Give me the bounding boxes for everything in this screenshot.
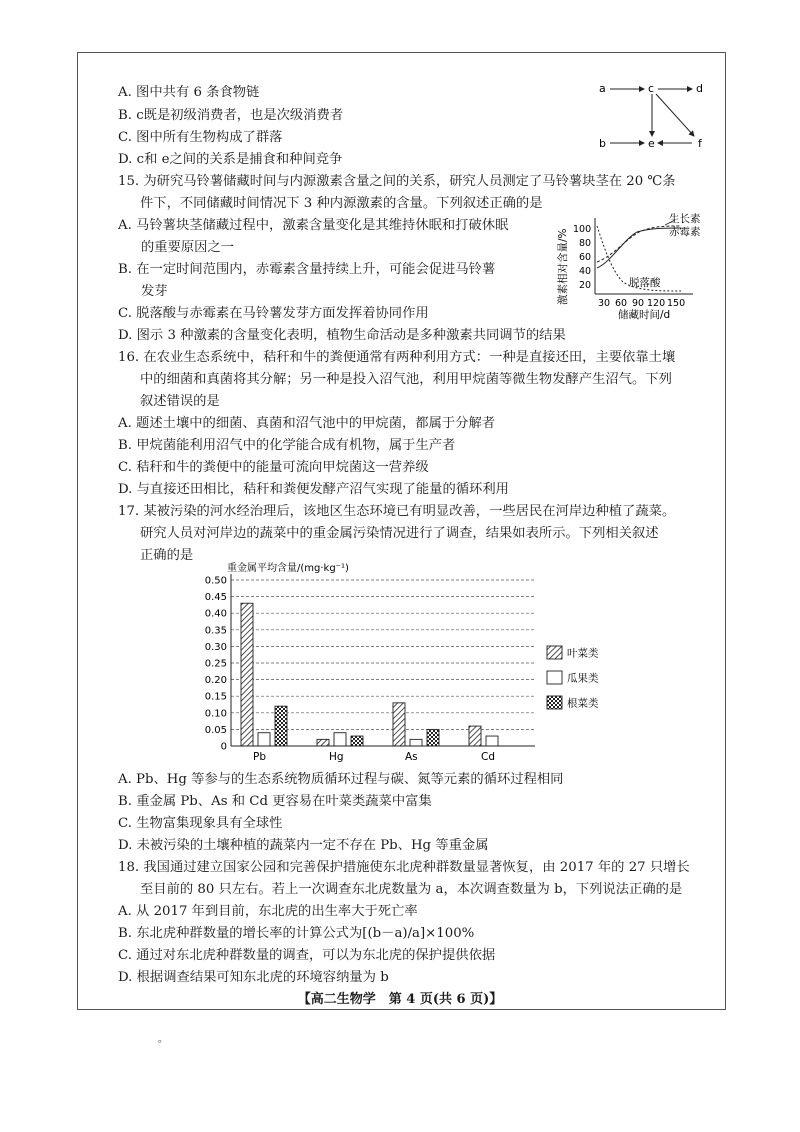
y-tick-label: 0 bbox=[220, 741, 227, 753]
x-tick-label: Pb bbox=[253, 751, 266, 763]
bar-cd-0 bbox=[469, 726, 481, 746]
q18-stem-line-1: 18. 我国通过建立国家公园和完善保护措施使东北虎种群数量显著恢复，由 2017 年的 27 只增长 bbox=[118, 860, 690, 875]
q17-option-a: A. Pb、Hg 等参与的生态系统物质循环过程与碳、氮等元素的循环过程相同 bbox=[118, 772, 564, 787]
y-tick-label: 0.30 bbox=[204, 641, 227, 653]
x-tick-label: Cd bbox=[481, 751, 495, 763]
hormone-x-tick-150: 150 bbox=[667, 298, 686, 309]
y-tick-label: 0.25 bbox=[204, 658, 227, 670]
y-tick-label: 0.40 bbox=[204, 608, 227, 620]
q16-option-a: A. 题述土壤中的细菌、真菌和沼气池中的甲烷菌，都属于分解者 bbox=[118, 416, 496, 431]
legend-label: 叶菜类 bbox=[567, 647, 599, 660]
node-e: e bbox=[648, 137, 655, 150]
q18-option-d: D. 根据调查结果可知东北虎的环境容纳量为 b bbox=[118, 970, 389, 985]
trailing-mark: 。 bbox=[158, 1034, 168, 1045]
bar-as-2 bbox=[427, 729, 439, 746]
x-tick-label: Hg bbox=[329, 751, 344, 763]
bar-cd-1 bbox=[486, 736, 498, 746]
node-b: b bbox=[599, 137, 606, 150]
q15-option-c: C. 脱落酸与赤霉素在马铃薯发芽方面发挥着协同作用 bbox=[118, 306, 429, 321]
node-d: d bbox=[696, 82, 703, 95]
hormone-x-tick-120: 120 bbox=[647, 298, 666, 309]
edge-c-f bbox=[656, 94, 694, 136]
q17-stem-line-2: 研究人员对河岸边的蔬菜中的重金属污染情况进行了调查，结果如表所示。下列相关叙述 bbox=[140, 526, 659, 541]
q16-option-c: C. 秸秆和牛的粪便中的能量可流向甲烷菌这一营养级 bbox=[118, 460, 429, 475]
bar-hg-1 bbox=[334, 733, 346, 746]
legend-swatch bbox=[547, 696, 562, 709]
y-tick-label: 0.15 bbox=[204, 691, 227, 703]
q16-stem-line-2: 中的细菌和真菌将其分解；另一种是投入沼气池，利用甲烷菌等微生物发酵产生沼气。下列 bbox=[140, 372, 672, 387]
bar-as-0 bbox=[393, 703, 405, 746]
hormone-y-tick-20: 20 bbox=[579, 280, 592, 291]
label-gibberellin: 赤霉素 bbox=[669, 226, 701, 238]
q16-option-b: B. 甲烷菌能利用沼气中的化学能合成有机物，属于生产者 bbox=[118, 438, 456, 453]
hormone-y-tick-40: 40 bbox=[579, 266, 592, 277]
q17-stem-line-3: 正确的是 bbox=[140, 548, 194, 563]
bar-pb-1 bbox=[258, 733, 270, 746]
bar-hg-2 bbox=[351, 736, 363, 746]
q18-option-c: C. 通过对东北虎种群数量的调查，可以为东北虎的保护提供依据 bbox=[118, 948, 496, 963]
bar-pb-2 bbox=[275, 706, 287, 746]
q17-option-d: D. 未被污染的土壤种植的蔬菜内一定不存在 Pb、Hg 等重金属 bbox=[118, 838, 489, 853]
q15-option-a-cont: 的重要原因之一 bbox=[141, 240, 235, 255]
label-auxin: 生长素 bbox=[669, 213, 701, 225]
q14-option-c: C. 图中所有生物构成了群落 bbox=[118, 130, 283, 145]
q17-option-c: C. 生物富集现象具有全球性 bbox=[118, 816, 283, 831]
x-tick-label: As bbox=[405, 751, 418, 763]
bar-pb-0 bbox=[241, 603, 253, 746]
node-a: a bbox=[599, 82, 606, 95]
food-web-figure bbox=[596, 78, 711, 158]
node-c: c bbox=[648, 82, 655, 95]
hormone-figure bbox=[553, 210, 713, 320]
page-footer: 【高二生物学 第 4 页(共 6 页)】 bbox=[297, 992, 503, 1007]
y-tick-label: 0.20 bbox=[204, 675, 227, 687]
bar-hg-0 bbox=[317, 739, 329, 746]
q16-option-d: D. 与直接还田相比，秸秆和粪便发酵产沼气实现了能量的循环利用 bbox=[118, 482, 509, 497]
hormone-x-tick-30: 30 bbox=[598, 298, 611, 309]
legend-label: 根菜类 bbox=[567, 697, 599, 710]
legend-swatch bbox=[547, 646, 562, 659]
q18-option-b: B. 东北虎种群数量的增长率的计算公式为[(b－a)/a]×100% bbox=[118, 926, 475, 941]
hormone-y-tick-60: 60 bbox=[579, 252, 592, 263]
node-f: f bbox=[698, 137, 702, 150]
q18-stem-line-2: 至目前的 80 只左右。若上一次调查东北虎数量为 a，本次调查数量为 b，下列说法正确的是 bbox=[140, 882, 683, 897]
label-abscisic-acid: 脱落酸 bbox=[629, 277, 661, 289]
hormone-y-tick-80: 80 bbox=[579, 238, 592, 249]
q14-option-d: D. c和 e之间的关系是捕食和种间竞争 bbox=[118, 152, 343, 167]
legend-swatch bbox=[547, 671, 562, 684]
hormone-x-tick-60: 60 bbox=[615, 298, 628, 309]
y-tick-label: 0.05 bbox=[204, 724, 227, 736]
q15-stem-line-2: 件下，不同储藏时间情况下 3 种内源激素的含量。下列叙述正确的是 bbox=[140, 196, 543, 211]
q15-option-a: A. 马铃薯块茎储藏过程中，激素含量变化是其维持休眠和打破休眠 bbox=[118, 218, 509, 233]
q15-option-b: B. 在一定时间范围内，赤霉素含量持续上升，可能会促进马铃薯 bbox=[118, 262, 496, 277]
q15-option-b-cont: 发芽 bbox=[141, 284, 168, 299]
chart-title: 重金属平均含量/(mg·kg⁻¹) bbox=[227, 563, 349, 574]
q17-option-b: B. 重金属 Pb、As 和 Cd 更容易在叶菜类蔬菜中富集 bbox=[118, 794, 432, 809]
hormone-y-tick-100: 100 bbox=[573, 224, 592, 235]
hormone-x-tick-90: 90 bbox=[632, 298, 645, 309]
q14-option-a: A. 图中共有 6 条食物链 bbox=[118, 85, 260, 100]
y-tick-label: 0.45 bbox=[204, 592, 227, 604]
legend-label: 瓜果类 bbox=[567, 672, 599, 685]
q16-stem-line-3: 叙述错误的是 bbox=[140, 394, 220, 409]
hormone-y-axis-label: 激素相对含量/% bbox=[557, 228, 569, 305]
q15-stem-line-1: 15. 为研究马铃薯储藏时间与内源激素含量之间的关系，研究人员测定了马铃薯块茎在 20 ℃条 bbox=[118, 174, 676, 189]
y-tick-label: 0.35 bbox=[204, 625, 227, 637]
q16-stem-line-1: 16. 在农业生态系统中，秸秆和牛的粪便通常有两种利用方式：一种是直接还田，主要依靠土壤 bbox=[118, 350, 676, 365]
q18-option-a: A. 从 2017 年到目前，东北虎的出生率大于死亡率 bbox=[118, 904, 418, 919]
y-tick-label: 0.50 bbox=[204, 575, 227, 587]
q15-option-d: D. 图示 3 种激素的含量变化表明，植物生命活动是多种激素共同调节的结果 bbox=[118, 328, 566, 343]
y-tick-label: 0.10 bbox=[204, 708, 227, 720]
heavy-metal-bar-chart bbox=[195, 560, 635, 765]
q14-option-b: B. c既是初级消费者，也是次级消费者 bbox=[118, 108, 344, 123]
bar-as-1 bbox=[410, 739, 422, 746]
hormone-x-axis-label: 储藏时间/d bbox=[618, 309, 671, 320]
q17-stem-line-1: 17. 某被污染的河水经治理后，该地区生态环境已有明显改善，一些居民在河岸边种植了蔬菜。 bbox=[118, 504, 676, 519]
